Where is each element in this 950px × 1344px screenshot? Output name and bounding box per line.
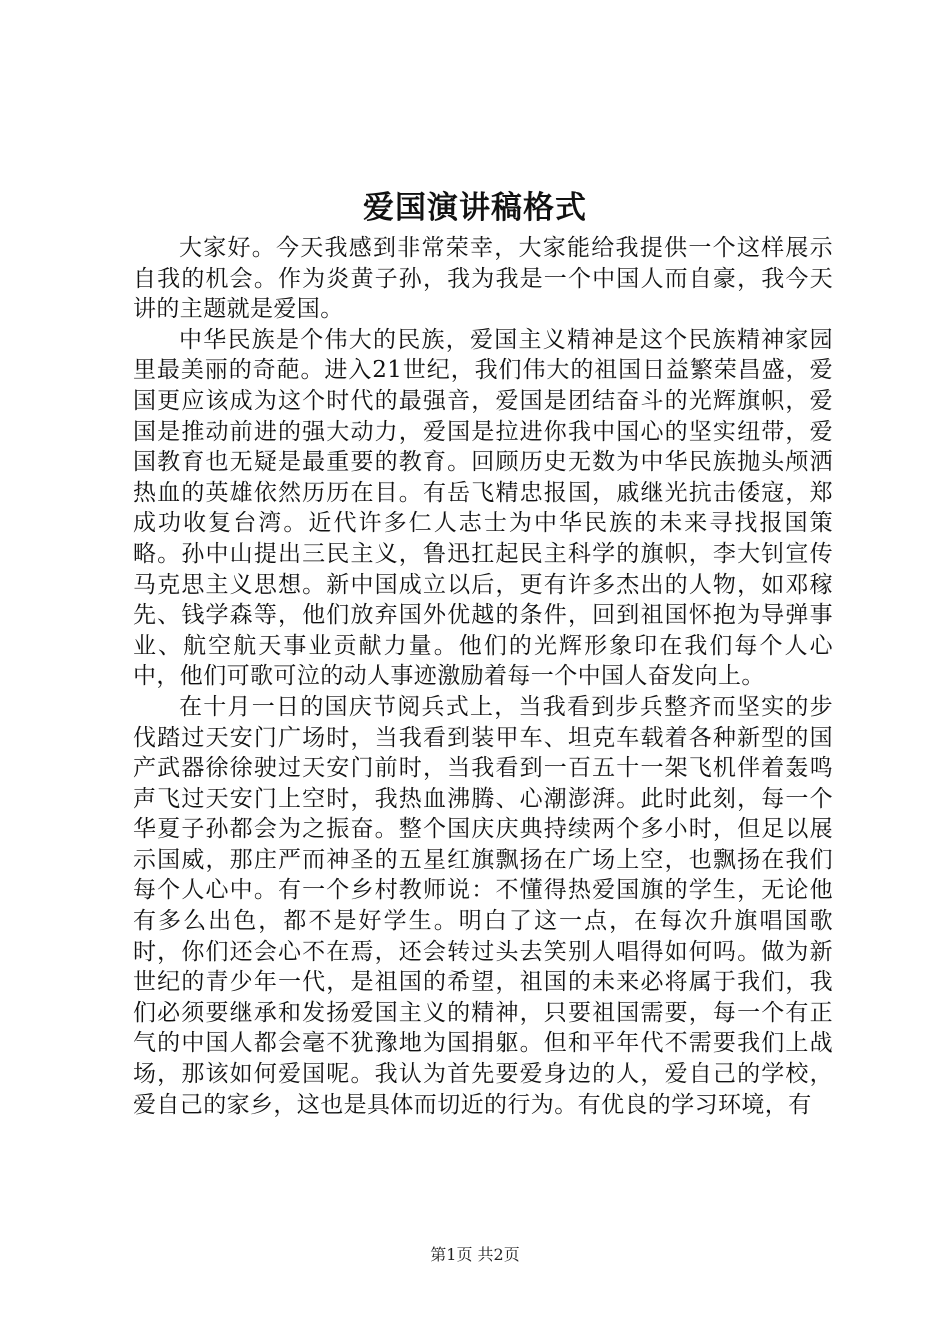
document-title: 爱国演讲稿格式 [363, 190, 587, 226]
page-footer: 第1页 共2页 [430, 1245, 520, 1264]
paragraph-2: 中华民族是个伟大的民族，爱国主义精神是这个民族精神家园里最美丽的奇葩。进入21世纪，我们伟大的祖国日益繁荣昌盛，爱国更应该成为这个时代的最强音，爱国是团结奋斗的光辉旗帜，爱国是推动前进的强大动力，爱国是拉进你我中国心的坚实纽带，爱国教育也无疑是最重要的教育。回顾历史无数为中华民族抛头颅洒热血的英雄依然历历在目。有岳飞精忠报国，戚继光抗击倭寇，郑成功收复台湾。近代许多仁人志士为中华民族的未来寻找报国策略。孙中山提出三民主义，鲁迅扛起民主科学的旗帜，李大钊宣传马克思主义思想。新中国成立以后，更有许多杰出的人物，如邓稼先、钱学森等，他们放弃国外优越的条件，回到祖国怀抱为导弹事业、航空航天事业贡献力量。他们的光辉形象印在我们每个人心中，他们可歌可泣的动人事迹激励着每一个中国人奋发向上。 [133, 326, 833, 690]
paragraph-1: 大家好。今天我感到非常荣幸，大家能给我提供一个这样展示自我的机会。作为炎黄子孙，我为我是一个中国人而自豪，我今天讲的主题就是爱国。 [133, 235, 833, 323]
document-body [133, 233, 833, 1120]
paragraph-3: 在十月一日的国庆节阅兵式上，当我看到步兵整齐而坚实的步伐踏过天安门广场时，当我看到装甲车、坦克车载着各种新型的国产武器徐徐驶过天安门前时，当我看到一百五十一架飞机伴着轰鸣声飞过天安门上空时，我热血沸腾、心潮澎湃。此时此刻，每一个华夏子孙都会为之振奋。整个国庆庆典持续两个多小时，但足以展示国威，那庄严而神圣的五星红旗飘扬在广场上空，也飘扬在我们每个人心中。有一个乡村教师说：不懂得热爱国旗的学生，无论他有多么出色，都不是好学生。明白了这一点，在每次升旗唱国歌时，你们还会心不在焉，还会转过头去笑别人唱得如何吗。做为新世纪的青少年一代，是祖国的希望，祖国的未来必将属于我们，我们必须要继承和发扬爱国主义的精神，只要祖国需要，每一个有正气的中国人都会毫不犹豫地为国捐躯。但和平年代不需要我们上战场，那该如何爱国呢。我认为首先要爱身边的人，爱自己的学校，爱自己的家乡，这也是具体而切近的行为。有优良的学习环境，有 [133, 693, 833, 1118]
